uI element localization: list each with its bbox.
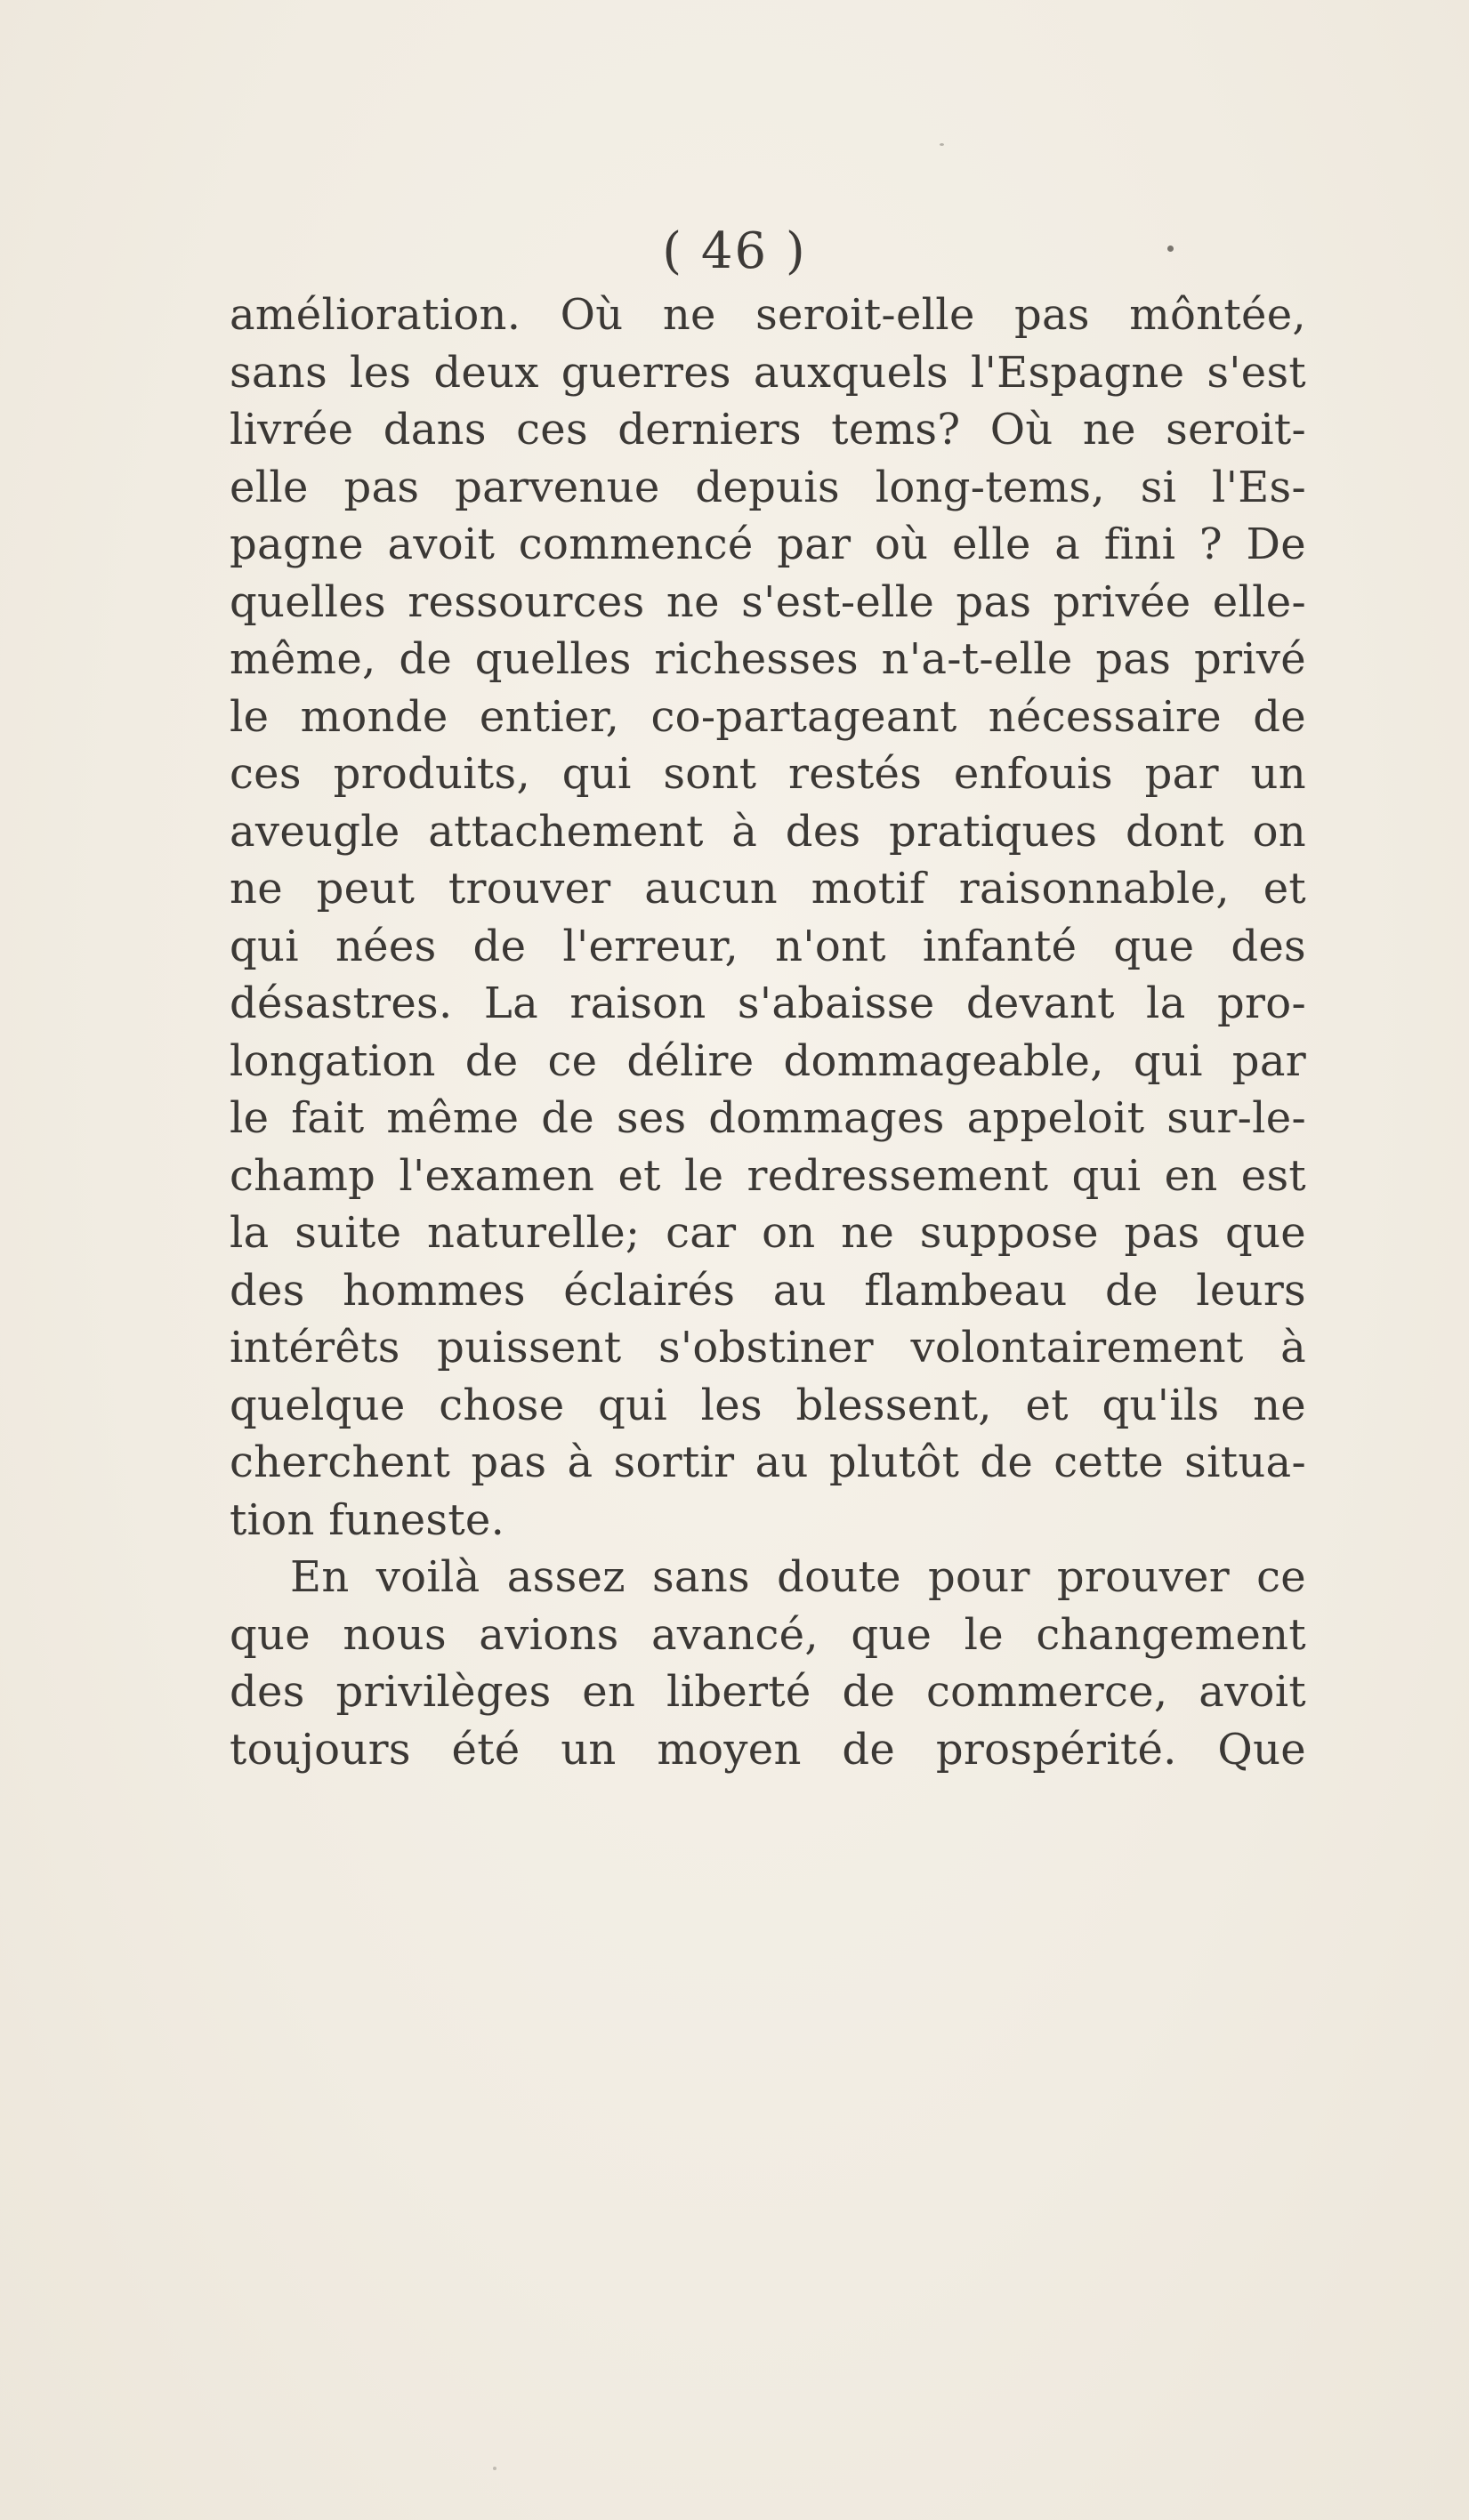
text-line: des hommes éclairés au flambeau de leurs	[230, 1265, 1306, 1316]
text-line: désastres. La raison s'abaisse devant la pro-	[230, 978, 1306, 1028]
text-line: quelque chose qui les blessent, et qu'ils ne	[230, 1380, 1306, 1430]
text-line-paragraph-start: En voilà assez sans doute pour prouver ce	[290, 1552, 1306, 1602]
page-number: ( 46 )	[662, 222, 807, 280]
text-line: pagne avoit commencé par où elle a fini ? De	[230, 519, 1306, 569]
text-line: aveugle attachement à des pratiques dont on	[230, 806, 1306, 857]
text-line: intérêts puissent s'obstiner volontairement à	[230, 1323, 1306, 1373]
text-line: toujours été un moyen de prospérité. Que	[230, 1724, 1306, 1775]
body-text	[230, 286, 1306, 1778]
text-line: sans les deux guerres auxquels l'Espagne s'est	[230, 347, 1306, 398]
paper-speck	[493, 2467, 496, 2470]
text-line: le fait même de ses dommages appeloit sur-le-	[230, 1093, 1306, 1143]
text-line: amélioration. Où ne seroit-elle pas môntée,	[230, 290, 1306, 340]
paper-speck	[1167, 246, 1174, 252]
text-line: que nous avions avancé, que le changement	[230, 1609, 1306, 1660]
text-line: champ l'examen et le redressement qui en est	[230, 1150, 1306, 1201]
text-line: livrée dans ces derniers tems? Où ne seroit-	[230, 405, 1306, 455]
text-line-paragraph-end: tion funeste.	[230, 1494, 505, 1545]
text-line: la suite naturelle; car on ne suppose pas que	[230, 1208, 1306, 1258]
text-line: quelles ressources ne s'est-elle pas privée elle-	[230, 576, 1306, 627]
text-line: longation de ce délire dommageable, qui par	[230, 1035, 1306, 1086]
paper-speck	[940, 143, 944, 146]
text-line: le monde entier, co-partageant nécessaire de	[230, 691, 1306, 742]
text-line: même, de quelles richesses n'a-t-elle pas privé	[230, 634, 1306, 684]
text-line: ces produits, qui sont restés enfouis par un	[230, 749, 1306, 799]
text-line: cherchent pas à sortir au plutôt de cette situa-	[230, 1437, 1306, 1487]
text-line: des privilèges en liberté de commerce, avoit	[230, 1667, 1306, 1717]
text-line: elle pas parvenue depuis long-tems, si l'Es-	[230, 462, 1306, 512]
text-line: qui nées de l'erreur, n'ont infanté que des	[230, 921, 1306, 971]
text-line: ne peut trouver aucun motif raisonnable, et	[230, 864, 1306, 914]
